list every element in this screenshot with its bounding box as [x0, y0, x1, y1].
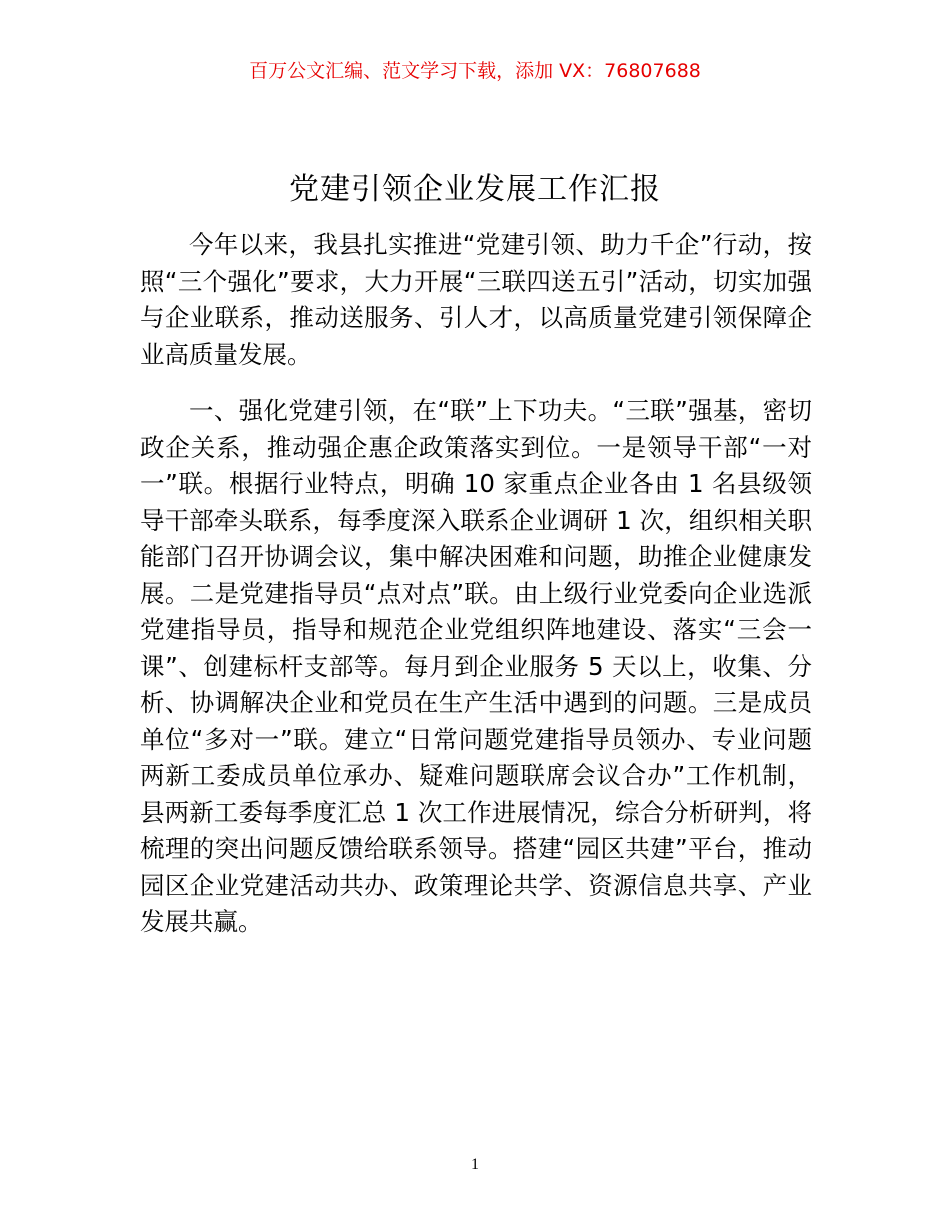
header-banner: 百万公文汇编、范文学习下载，添加 VX：76807688 — [249, 60, 701, 82]
document-title: 党建引领企业发展工作汇报 — [289, 172, 661, 207]
paragraph-intro: 今年以来，我县扎实推进“党建引领、助力千企”行动，按照“三个强化”要求，大力开展“三联四送五引”活动，切实加强与企业联系，推动送服务、引人才，以高质量党建引领保障企业高质量发展。 — [140, 230, 812, 369]
paragraph-section-one: 一、强化党建引领，在“联”上下功夫。“三联”强基，密切政企关系，推动强企惠企政策落实到位。一是领导干部“一对一”联。根据行业特点，明确 10 家重点企业各由 1 名县级领导干部牵头联系，每季度深入联系企业调研 1 次，组织相关职能部门召开协调会议，集中解决困难和问题，助推企业健康发展。二是党建指导员“点对点”联。由上级行业党委向企业选派党建指导员，指导和规范企业党组织阵地建设、落实“三会一课”、创建标杆支部等。每月到企业服务 5 天以上，收集、分析、协调解决企业和党员在生产生活中遇到的问题。三是成员单位“多对一”联。建立“日常问题党建指导员领办、专业问题两新工委成员单位承办、疑难问题联席会议合办”工作机制，县两新工委每季度汇总 1 次工作进展情况，综合分析研判，将梳理的突出问题反馈给联系领导。搭建“园区共建”平台，推动园区企业党建活动共办、政策理论共学、资源信息共享、产业发展共赢。 — [140, 396, 812, 936]
page-number: 1 — [471, 1156, 479, 1173]
document-body — [140, 227, 812, 941]
